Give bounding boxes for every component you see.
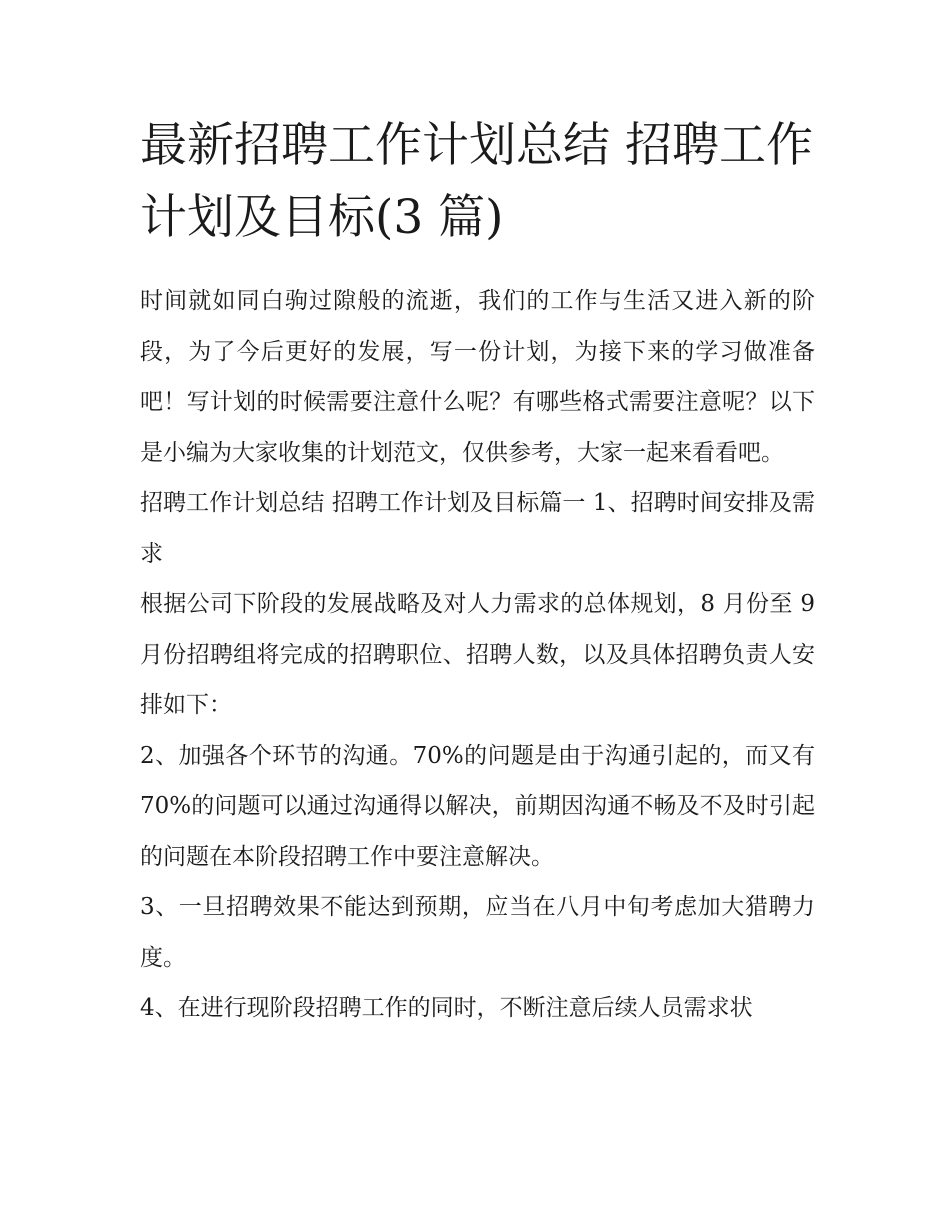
paragraph-intro: 时间就如同白驹过隙般的流逝，我们的工作与生活又进入新的阶段，为了今后更好的发展，写一份计划，为接下来的学习做准备吧！写计划的时候需要注意什么呢？有哪些格式需要注意呢？以下是小编为大家收集的计划范文，仅供参考，大家一起来看看吧。 [140,288,815,466]
paragraph-section-heading: 招聘工作计划总结 招聘工作计划及目标篇一 1、招聘时间安排及需求 [140,490,815,567]
document-body [140,276,815,1034]
document-page [140,110,815,1034]
paragraph-item-2: 2、加强各个环节的沟通。70%的问题是由于沟通引起的，而又有 70%的问题可以通过沟通得以解决，前期因沟通不畅及不及时引起的问题在本阶段招聘工作中要注意解决。 [140,742,815,870]
document-title: 最新招聘工作计划总结 招聘工作计划及目标(3 篇) [140,118,813,245]
paragraph-item-4: 4、在进行现阶段招聘工作的同时，不断注意后续人员需求状 [140,995,753,1021]
paragraph-item-3: 3、一旦招聘效果不能达到预期，应当在八月中旬考虑加大猎聘力度。 [140,894,815,971]
paragraph-plan-overview: 根据公司下阶段的发展战略及对人力需求的总体规划，8 月份至 9 月份招聘组将完成的招聘职位、招聘人数，以及具体招聘负责人安排如下： [140,591,815,718]
